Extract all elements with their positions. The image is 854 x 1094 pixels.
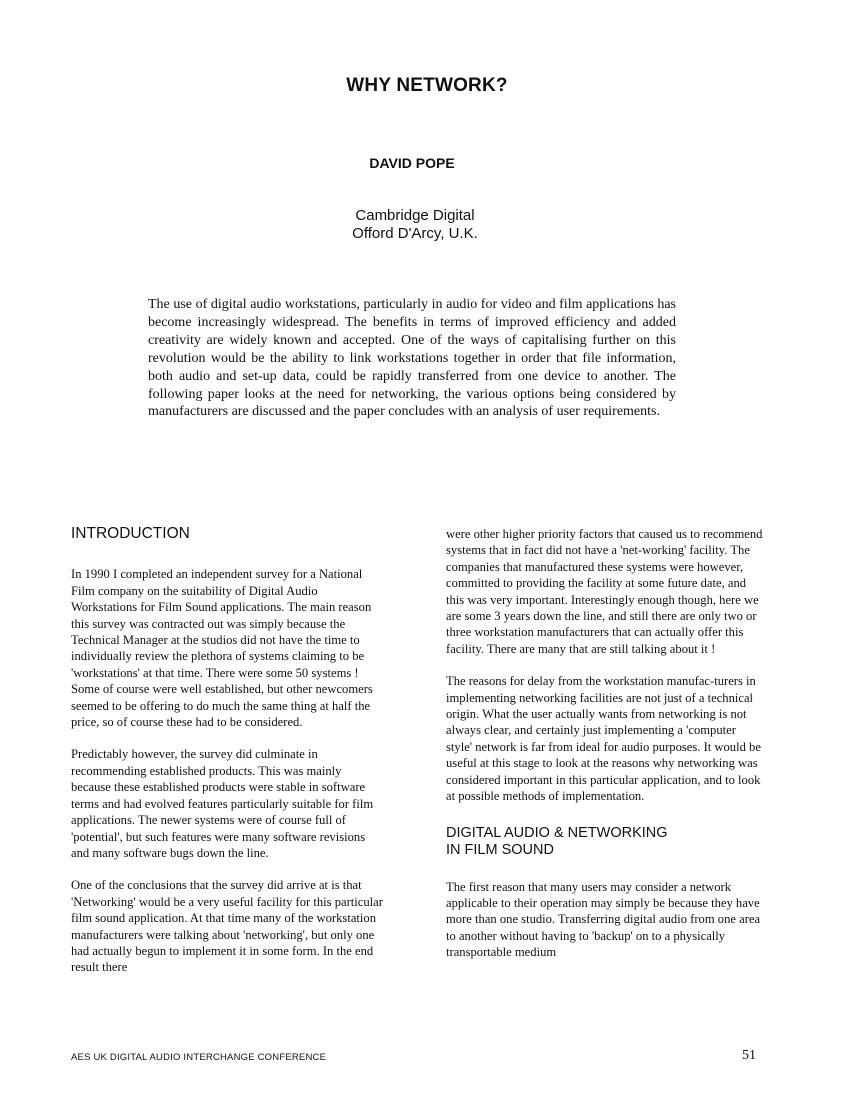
paragraph: One of the conclusions that the survey did arrive at is that 'Networking' would be a very useful facility for this particular film sound application. At that time many of the workstation manufacturers were talking about 'networking', but only one had actually begun to implement it in some form. In the end result there (71, 878, 383, 975)
right-column (446, 526, 764, 961)
abstract: The use of digital audio workstations, particularly in audio for video and film applications has become increasingly widespread. The benefits in terms of improved efficiency and added creativity are widely known and accepted. One of the ways of capitalising further on this revolution would be the ability to link workstations together in order that file information, both audio and set-up data, could be rapidly transferred from one device to another. The following paper looks at the need for networking, the various options being considered by manufacturers are discussed and the paper concludes with an analysis of user requirements. (148, 297, 676, 420)
affiliation-line-1: Cambridge Digital (355, 207, 475, 224)
paper-title: WHY NETWORK? (346, 75, 508, 96)
affiliation-line-2: Offord D'Arcy, U.K. (352, 225, 478, 242)
author-affiliation (0, 207, 830, 243)
author-name: DAVID POPE (369, 155, 455, 171)
page-number: 51 (742, 1048, 756, 1063)
paragraph: were other higher priority factors that caused us to recommend systems that in fact did not have a 'net-working' facility. The companies that manufactured these systems were however, committed to providing the facility at some future date, and this was very important. Interestingly enough though, here we are some 3 years down the line, and still there are only two or three workstation manufacturers that can actually offer this facility. There are many that are still talking about it ! (446, 527, 763, 656)
paragraph: In 1990 I completed an independent survey for a National Film company on the suitability of Digital Audio Workstations for Film Sound applications. The main reason this survey was contracted out was simply because the Technical Manager at the studios did not have the time to individually review the plethora of systems claiming to be 'workstations' at that time. There were some 50 systems ! Some of course were well established, but other newcomers seemed to be offering to do much the same thing at half the price, so of course these had to be considered. (71, 567, 373, 730)
footer-conference: AES UK DIGITAL AUDIO INTERCHANGE CONFERENCE (71, 1052, 327, 1063)
heading-line-1: DIGITAL AUDIO & NETWORKING (446, 824, 668, 841)
heading-line-2: IN FILM SOUND (446, 841, 554, 858)
paragraph: Predictably however, the survey did culminate in recommending established products. This was mainly because these established products were stable in software terms and had evolved features particularly suitable for film applications. The newer systems were of course full of 'potential', but such features were many software revisions and many software bugs down the line. (71, 747, 374, 860)
section-heading-introduction: INTRODUCTION (71, 525, 190, 542)
paragraph: The reasons for delay from the workstation manufac-turers in implementing networking facilities are not just of a technical origin. What the user actually wants from networking is not always clear, and certainly just implementing a 'computer style' network is far from ideal for audio purposes. It would be useful at this stage to look at the reasons why networking was considered important in this particular application, and to look at possible methods of implementation. (446, 674, 761, 804)
paragraph: The first reason that many users may consider a network applicable to their operation may simply be because they have more than one studio. Transferring digital audio from one area to another without having to 'backup' on to a physically transportable medium (446, 879, 761, 960)
left-column (71, 526, 383, 976)
section-heading-digital-audio (446, 825, 764, 859)
